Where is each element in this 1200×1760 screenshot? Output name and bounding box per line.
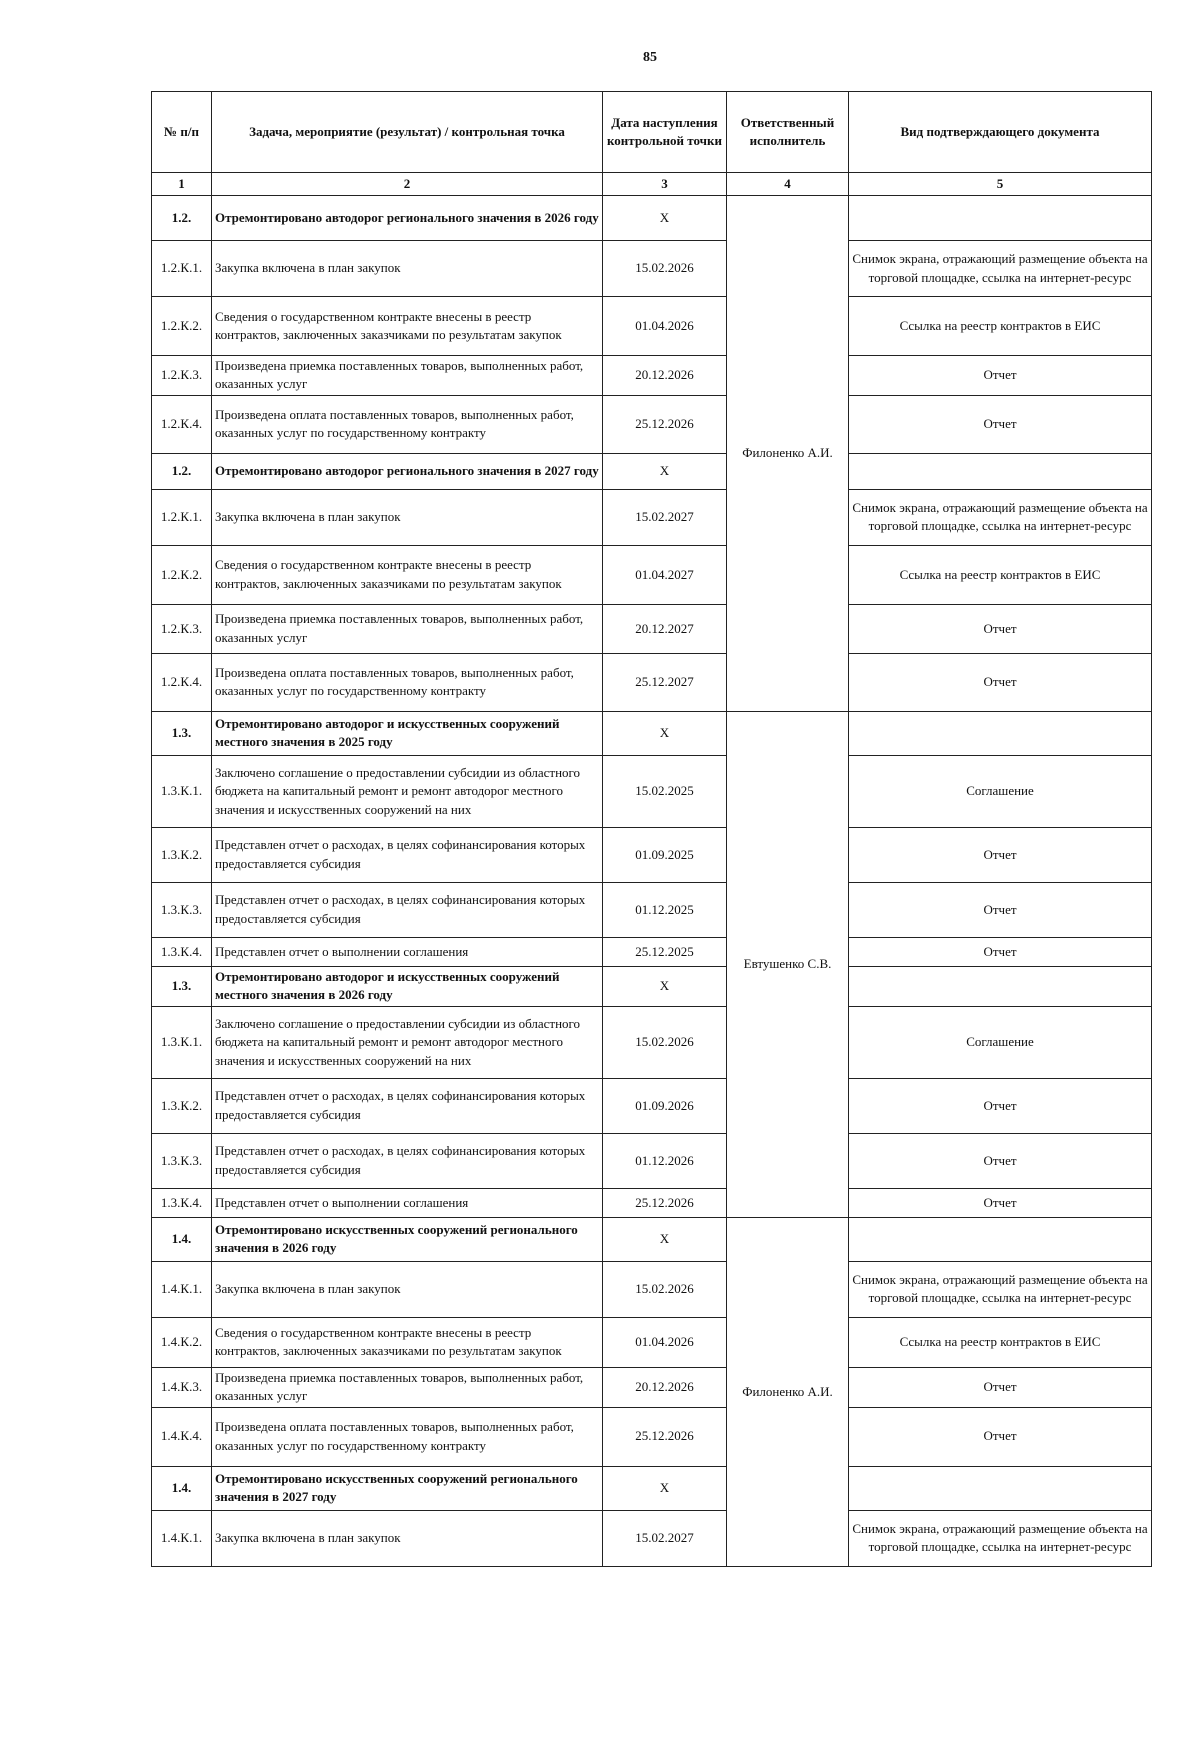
row-number: 1.4.К.1.	[152, 1261, 212, 1317]
row-date: 20.12.2026	[603, 356, 727, 396]
row-executor: Филоненко А.И.	[727, 1217, 849, 1566]
table-row	[152, 395, 1152, 453]
row-document: Ссылка на реестр контрактов в ЕИС	[849, 1317, 1152, 1367]
row-document: Снимок экрана, отражающий размещение объекта на торговой площадке, ссылка на интернет-ресурс	[849, 489, 1152, 545]
table-row	[152, 653, 1152, 711]
row-number: 1.2.К.2.	[152, 297, 212, 356]
row-task: Закупка включена в план закупок	[212, 1261, 603, 1317]
row-document: Снимок экрана, отражающий размещение объекта на торговой площадке, ссылка на интернет-ресурс	[849, 1510, 1152, 1566]
row-task: Отремонтировано искусственных сооружений регионального значения в 2027 году	[212, 1466, 603, 1510]
row-executor: Евтушенко С.В.	[727, 711, 849, 1217]
table-row	[152, 545, 1152, 604]
column-number: 5	[849, 173, 1152, 196]
row-task: Отремонтировано автодорог регионального значения в 2027 году	[212, 453, 603, 489]
row-task: Произведена приемка поставленных товаров, выполненных работ, оказанных услуг	[212, 356, 603, 396]
row-document	[849, 1466, 1152, 1510]
table-row	[152, 937, 1152, 966]
row-task: Произведена оплата поставленных товаров, выполненных работ, оказанных услуг по государственному контракту	[212, 1407, 603, 1466]
row-document: Отчет	[849, 827, 1152, 882]
page-number: 85	[643, 50, 657, 65]
table-row	[152, 755, 1152, 827]
row-number: 1.4.	[152, 1217, 212, 1261]
row-date: X	[603, 1466, 727, 1510]
row-task: Произведена оплата поставленных товаров, выполненных работ, оказанных услуг по государственному контракту	[212, 395, 603, 453]
header-executor: Ответственный исполнитель	[727, 92, 849, 173]
table-row	[152, 1006, 1152, 1078]
column-number: 4	[727, 173, 849, 196]
row-task: Заключено соглашение о предоставлении субсидии из областного бюджета на капитальный ремонт и ремонт автодорог местного значения и искусственных сооружений на них	[212, 1006, 603, 1078]
goal-row	[152, 196, 1152, 241]
row-number: 1.3.К.3.	[152, 882, 212, 937]
row-task: Произведена оплата поставленных товаров, выполненных работ, оказанных услуг по государственному контракту	[212, 653, 603, 711]
row-date: 20.12.2026	[603, 1367, 727, 1407]
row-date: 15.02.2026	[603, 1006, 727, 1078]
row-number: 1.3.К.4.	[152, 937, 212, 966]
row-date: 15.02.2027	[603, 1510, 727, 1566]
goal-row	[152, 966, 1152, 1006]
table-row	[152, 1261, 1152, 1317]
row-task: Сведения о государственном контракте внесены в реестр контрактов, заключенных заказчиками по результатам закупок	[212, 545, 603, 604]
row-number: 1.3.К.3.	[152, 1133, 212, 1188]
row-document	[849, 711, 1152, 755]
row-number: 1.4.К.2.	[152, 1317, 212, 1367]
row-document: Отчет	[849, 882, 1152, 937]
row-number: 1.2.	[152, 453, 212, 489]
row-date: 01.04.2027	[603, 545, 727, 604]
row-document: Отчет	[849, 395, 1152, 453]
row-executor: Филоненко А.И.	[727, 196, 849, 712]
row-task: Закупка включена в план закупок	[212, 489, 603, 545]
row-date: X	[603, 966, 727, 1006]
row-task: Представлен отчет о расходах, в целях софинансирования которых предоставляется субсидия	[212, 1133, 603, 1188]
row-task: Представлен отчет о выполнении соглашения	[212, 937, 603, 966]
row-task: Закупка включена в план закупок	[212, 241, 603, 297]
row-number: 1.3.К.2.	[152, 1078, 212, 1133]
row-task: Сведения о государственном контракте внесены в реестр контрактов, заключенных заказчиками по результатам закупок	[212, 297, 603, 356]
row-task: Заключено соглашение о предоставлении субсидии из областного бюджета на капитальный ремонт и ремонт автодорог местного значения и искусственных сооружений на них	[212, 755, 603, 827]
row-number: 1.2.К.3.	[152, 604, 212, 653]
row-number: 1.3.К.1.	[152, 755, 212, 827]
row-task: Сведения о государственном контракте внесены в реестр контрактов, заключенных заказчиками по результатам закупок	[212, 1317, 603, 1367]
row-document: Ссылка на реестр контрактов в ЕИС	[849, 545, 1152, 604]
row-date: 01.12.2025	[603, 882, 727, 937]
row-document	[849, 966, 1152, 1006]
row-task: Отремонтировано автодорог регионального значения в 2026 году	[212, 196, 603, 241]
table-row	[152, 241, 1152, 297]
row-document: Отчет	[849, 1078, 1152, 1133]
row-document: Отчет	[849, 1407, 1152, 1466]
table-row	[152, 1188, 1152, 1217]
row-number: 1.4.К.4.	[152, 1407, 212, 1466]
row-date: 25.12.2025	[603, 937, 727, 966]
row-document: Отчет	[849, 937, 1152, 966]
goal-row	[152, 1466, 1152, 1510]
row-number: 1.2.	[152, 196, 212, 241]
row-date: 25.12.2026	[603, 395, 727, 453]
row-task: Произведена приемка поставленных товаров, выполненных работ, оказанных услуг	[212, 1367, 603, 1407]
column-number: 3	[603, 173, 727, 196]
row-number: 1.2.К.2.	[152, 545, 212, 604]
row-date: 01.09.2026	[603, 1078, 727, 1133]
table-row	[152, 1407, 1152, 1466]
row-date: X	[603, 453, 727, 489]
row-task: Произведена приемка поставленных товаров, выполненных работ, оказанных услуг	[212, 604, 603, 653]
row-task: Закупка включена в план закупок	[212, 1510, 603, 1566]
header-document: Вид подтверждающего документа	[849, 92, 1152, 173]
row-date: 25.12.2026	[603, 1188, 727, 1217]
row-document	[849, 1217, 1152, 1261]
row-number: 1.3.К.4.	[152, 1188, 212, 1217]
row-date: 01.04.2026	[603, 1317, 727, 1367]
row-document: Соглашение	[849, 1006, 1152, 1078]
row-document: Ссылка на реестр контрактов в ЕИС	[849, 297, 1152, 356]
table-row	[152, 1367, 1152, 1407]
row-number: 1.2.К.1.	[152, 489, 212, 545]
row-document: Отчет	[849, 1367, 1152, 1407]
row-date: X	[603, 711, 727, 755]
header-num: № п/п	[152, 92, 212, 173]
row-date: X	[603, 196, 727, 241]
table-row	[152, 356, 1152, 396]
row-date: 15.02.2026	[603, 1261, 727, 1317]
row-document	[849, 453, 1152, 489]
row-date: X	[603, 1217, 727, 1261]
table-row	[152, 882, 1152, 937]
row-task: Отремонтировано искусственных сооружений регионального значения в 2026 году	[212, 1217, 603, 1261]
column-numbers-row	[152, 173, 1152, 196]
table-header-row	[152, 92, 1152, 173]
row-task: Отремонтировано автодорог и искусственных сооружений местного значения в 2026 году	[212, 966, 603, 1006]
row-document: Отчет	[849, 1133, 1152, 1188]
row-number: 1.2.К.4.	[152, 395, 212, 453]
row-document: Отчет	[849, 604, 1152, 653]
row-number: 1.4.К.1.	[152, 1510, 212, 1566]
row-task: Представлен отчет о расходах, в целях софинансирования которых предоставляется субсидия	[212, 882, 603, 937]
row-number: 1.3.	[152, 966, 212, 1006]
header-date: Дата наступления контрольной точки	[603, 92, 727, 173]
row-task: Представлен отчет о выполнении соглашения	[212, 1188, 603, 1217]
row-document: Отчет	[849, 653, 1152, 711]
row-date: 20.12.2027	[603, 604, 727, 653]
row-document	[849, 196, 1152, 241]
row-date: 15.02.2027	[603, 489, 727, 545]
header-task: Задача, мероприятие (результат) / контрольная точка	[212, 92, 603, 173]
row-date: 25.12.2026	[603, 1407, 727, 1466]
row-task: Представлен отчет о расходах, в целях софинансирования которых предоставляется субсидия	[212, 1078, 603, 1133]
row-date: 15.02.2025	[603, 755, 727, 827]
table-row	[152, 604, 1152, 653]
row-date: 01.09.2025	[603, 827, 727, 882]
table-row	[152, 489, 1152, 545]
row-document: Снимок экрана, отражающий размещение объекта на торговой площадке, ссылка на интернет-ресурс	[849, 241, 1152, 297]
row-document: Снимок экрана, отражающий размещение объекта на торговой площадке, ссылка на интернет-ресурс	[849, 1261, 1152, 1317]
table-row	[152, 1078, 1152, 1133]
row-task: Представлен отчет о расходах, в целях софинансирования которых предоставляется субсидия	[212, 827, 603, 882]
row-date: 01.12.2026	[603, 1133, 727, 1188]
table-row	[152, 1510, 1152, 1566]
row-number: 1.2.К.1.	[152, 241, 212, 297]
row-document: Отчет	[849, 1188, 1152, 1217]
row-number: 1.2.К.4.	[152, 653, 212, 711]
row-number: 1.3.К.2.	[152, 827, 212, 882]
table-body	[152, 196, 1152, 1567]
control-points-table	[151, 91, 1152, 1567]
column-number: 2	[212, 173, 603, 196]
row-document: Соглашение	[849, 755, 1152, 827]
goal-row	[152, 453, 1152, 489]
row-number: 1.3.К.1.	[152, 1006, 212, 1078]
goal-row	[152, 1217, 1152, 1261]
row-number: 1.2.К.3.	[152, 356, 212, 396]
row-date: 15.02.2026	[603, 241, 727, 297]
row-number: 1.4.	[152, 1466, 212, 1510]
row-document: Отчет	[849, 356, 1152, 396]
row-number: 1.3.	[152, 711, 212, 755]
table-row	[152, 827, 1152, 882]
row-number: 1.4.К.3.	[152, 1367, 212, 1407]
goal-row	[152, 711, 1152, 755]
table-row	[152, 1317, 1152, 1367]
table-row	[152, 1133, 1152, 1188]
table-row	[152, 297, 1152, 356]
row-date: 01.04.2026	[603, 297, 727, 356]
column-number: 1	[152, 173, 212, 196]
row-date: 25.12.2027	[603, 653, 727, 711]
row-task: Отремонтировано автодорог и искусственных сооружений местного значения в 2025 году	[212, 711, 603, 755]
